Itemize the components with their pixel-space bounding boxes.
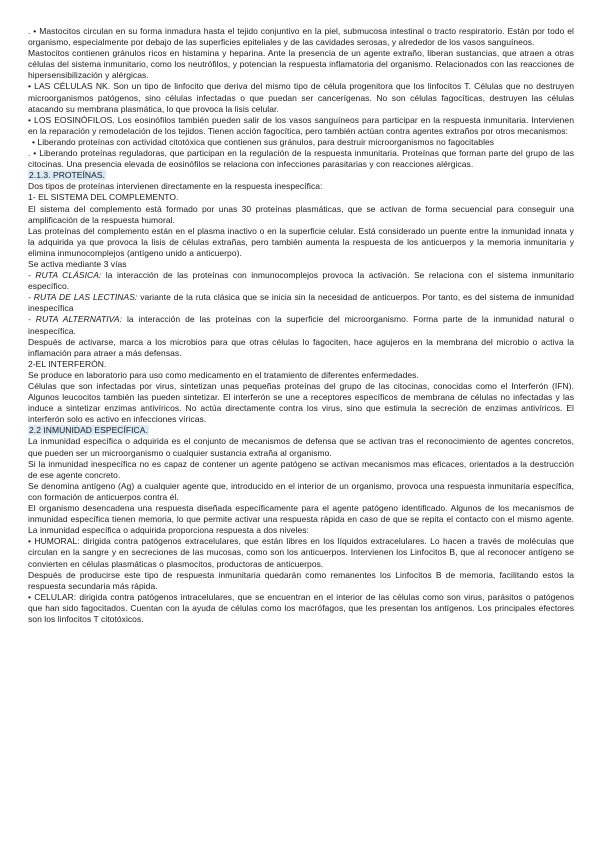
ruta-clasica-text: la interacción de las proteínas con inmunocomplejos provoca la activación. Se relaciona con el sistema inmunitario específico. [28,270,575,292]
paragraph-inmunidad-inespecifica-fallo: Si la inmunidad inespecífica no es capaz de contener un agente patógeno se activan mecanismos mas eficaces, orientados a la destrucción de ese agente concreto. [28,458,574,480]
paragraph-eosinofilos: • LOS EOSINÓFILOS. Los eosinófilos también pueden salir de los vasos sanguíneos para participar en la respuesta inmunitaria. Intervienen en la reparación y remodelación de los tejidos. Tienen acción fagocítica, pero también actúan contra agentes extraños por otros mecanismos: [28,114,574,136]
section-heading-proteinas [28,170,574,181]
paragraph-ruta-lectinas [28,292,574,314]
paragraph-despues-activarse: Después de activarse, marca a los microbios para que otras células lo fagociten, hace agujeros en la membrana del microbio o activa la inflamación para atraer a más defensas. [28,336,574,358]
heading-highlight: 2.2 INMUNIDAD ESPECÍFICA. [29,425,148,436]
section-heading-inmunidad-especifica [28,425,574,436]
ruta-alternativa-label: - RUTA ALTERNATIVA: [28,314,123,325]
ruta-lectinas-label: - RUTA DE LAS LECTINAS: [28,292,138,303]
ruta-clasica-label: - RUTA CLÁSICA: [28,270,102,281]
document-page [28,26,574,625]
paragraph-celular: • CELULAR: dirigida contra patógenos intracelulares, que se encuentran en el interior de las células como son virus, parásitos o patógenos que han sido fagocitados. Cuentan con la ayuda de células como los macrófagos, que les presentan los antígenos. Los principales efectores son los linfocitos T citotóxicos. [28,591,574,624]
paragraph-eosinofilos-reguladoras: . • Liberando proteínas reguladoras, que participan en la regulación de la respuesta inmunitaria. Proteínas que forman parte del grupo de las citocinas. Una presencia elevada de eosinófilos se relaciona con infecciones parasitarias y con reacciones alérgicas. [28,148,574,170]
paragraph-eosinofilos-citotoxica: • Liberando proteínas con actividad citotóxica que contienen sus gránulos, para destruir microorganismos no fagocitables [32,136,495,147]
paragraph-complemento-definicion: El sistema del complemento está formado por unas 30 proteínas plasmáticas, que se activan de forma secuencial para conseguir una amplificación de la respuesta humoral. [28,203,574,225]
paragraph-inmunidad-especifica-definicion: La inmunidad específica o adquirida es el conjunto de mecanismos de defensa que se activan tras el reconocimiento de agentes concretos, que pueden ser un microorganismo o cualquier sustancia extraña al organismo. [28,436,574,458]
paragraph-complemento-plasma: Las proteínas del complemento están en el plasma inactivo o en la superficie celular. Está considerado un puente entre la inmunidad innata y la adquirida ya que provoca la lisis de células extrañas, pero también aumenta la respuesta de los anticuerpos y la memoria inmunitaria y elimina inmunocomplejos (antígeno unido a anticuerpo). [28,225,574,258]
paragraph-tres-vias: Se activa mediante 3 vías [28,258,127,269]
ruta-lectinas-text: variante de la ruta clásica que se inicia sin la necesidad de anticuerpos. Por tanto, es del sistema de inmunidad inespecífica [28,292,574,314]
paragraph-linfocitos-memoria: Después de producirse este tipo de respuesta inmunitaria quedarán como remanentes los Linfocitos B de memoria, facilitando estos la respuesta secundaria más rápida. [28,569,574,591]
paragraph-antigeno: Se denomina antígeno (Ag) a cualquier agente que, introducido en el interior de un organismo, provoca una respuesta inmunitaria específica, con formación de anticuerpos contra él. [28,480,574,502]
paragraph-mastocitos-granulos: Mastocitos contienen gránulos ricos en histamina y heparina. Ante la presencia de un agente extraño, liberan sustancias, que atraen a otras células del sistema inmunitario, como los neutrófilos, y potencian la respuesta inflamatoria del organismo. Relacionados con las reacciones de hipersensibilización y alérgicas. [28,48,574,81]
ruta-alternativa-text: la interacción de las proteínas con la superficie del microorganismo. Forma parte de la inmunidad natural o inespecífica. [28,314,574,336]
subheading-complemento: 1- EL SISTEMA DEL COMPLEMENTO. [28,192,179,203]
paragraph-interferon-celulas: Células que son infectadas por virus, sintetizan unas pequeñas proteínas del grupo de las citocinas, conocidas como el Interferón (IFN). Algunos leucocitos también las pueden sintetizar. El interferón se une a receptores específicos de membrana de células no infectadas y las induce a sintetizar enzimas antivíricos. No actúa directamente contra los virus, sino que estimula la secreción de enzimas antivíricos. El interferón solo es activo en infecciones víricas. [28,381,574,425]
paragraph-mastocitos-circulacion: . • Mastocitos circulan en su forma inmadura hasta el tejido conjuntivo en la piel, submucosa intestinal o tracto respiratorio. Están por todo el organismo, especialmente por debajo de las superficies epiteliales y de las cavidades serosas, y alrededor de los vasos sanguíneos. [28,26,574,48]
paragraph-interferon-laboratorio: Se produce en laboratorio para uso como medicamento en el tratamiento de diferentes enfermedades. [28,369,419,380]
subheading-interferon: 2-EL INTERFERÓN. [28,358,107,369]
paragraph-dos-tipos: Dos tipos de proteínas intervienen directamente en la respuesta inespecífica: [28,181,323,192]
paragraph-ruta-alternativa [28,314,574,336]
paragraph-ruta-clasica [28,270,574,292]
paragraph-humoral: • HUMORAL: dirigida contra patógenos extracelulares, que están libres en los líquidos extracelulares. Lo hacen a través de moléculas que circulan en la sangre y en secreciones de las mucosas, como son los anticuerpos. Intervienen los Linfocitos B, que al reconocer antígeno se convierten en células plasmáticas o plasmocitos, productoras de anticuerpos. [28,536,574,569]
paragraph-respuesta-disenada: El organismo desencadena una respuesta diseñada específicamente para el agente patógeno identificado. Algunos de los mecanismos de inmunidad específica tienen memoria, lo que permite activar una respuesta rápida en caso de que se repita el contacto con el mismo agente. La inmunidad específica o adquirida proporciona respuesta a dos niveles: [28,503,574,536]
heading-highlight: 2.1.3. PROTEÍNAS. [29,170,105,181]
paragraph-celulas-nk: • LAS CÉLULAS NK. Son un tipo de linfocito que deriva del mismo tipo de célula progenitora que los linfocitos T. Células que no destruyen microorganismos patógenos, sino células infectadas o que puedan ser cancerígenas. No son células fagocíticas, destruyen las células atacando su membrana plasmática, lo que provoca la lisis celular. [28,81,574,114]
